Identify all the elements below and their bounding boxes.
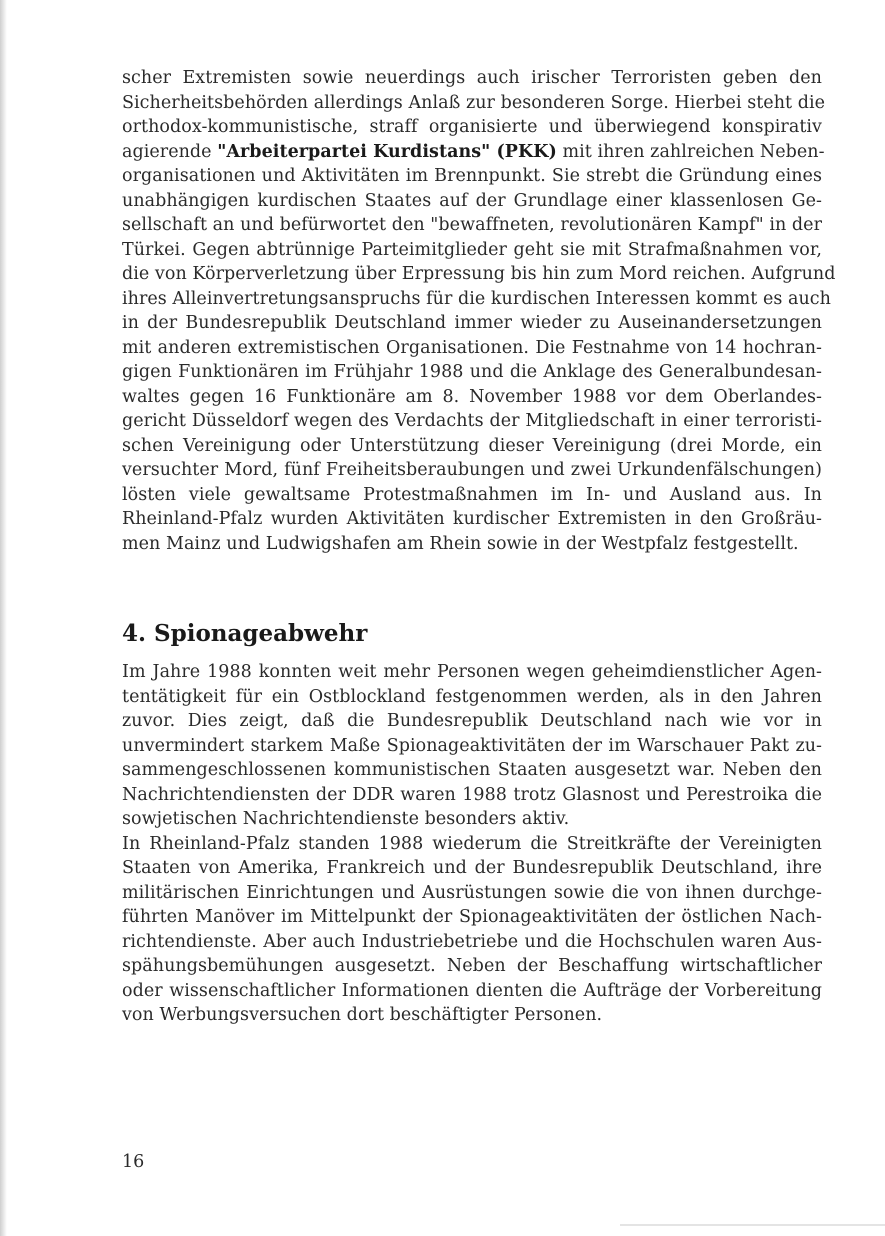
text-line: unvermindert starkem Maße Spionageaktivitäten der im Warschauer Pakt zu- bbox=[122, 735, 822, 756]
text-line: orthodox-kommunistische, straff organisierte und überwiegend konspirativ bbox=[122, 117, 822, 137]
text-line: In Rheinland-Pfalz standen 1988 wiederum die Streitkräfte der Vereinigten bbox=[122, 833, 822, 854]
text-line: sowjetischen Nachrichtendienste besonders aktiv. bbox=[122, 809, 570, 829]
emphasized-organization-name: "Arbeiterpartei Kurdistans" (PKK) bbox=[217, 141, 557, 162]
text-line: führten Manöver im Mittelpunkt der Spionageaktivitäten der östlichen Nach- bbox=[122, 907, 822, 927]
text-line: sellschaft an und befürwortet den "bewaffneten, revolutionären Kampf" in der bbox=[122, 215, 822, 235]
text-line: in der Bundesrepublik Deutschland immer wieder zu Auseinandersetzungen bbox=[122, 313, 822, 333]
text-line: Rheinland-Pfalz wurden Aktivitäten kurdischer Extremisten in den Großräu- bbox=[122, 509, 822, 529]
text-line: mit anderen extremistischen Organisationen. Die Festnahme von 14 hochran- bbox=[122, 337, 822, 358]
text-run: agierende bbox=[122, 141, 218, 162]
text-line: Im Jahre 1988 konnten weit mehr Personen wegen geheimdienstlicher Agen- bbox=[122, 662, 822, 682]
page-number: 16 bbox=[122, 1152, 145, 1172]
paragraph-counterintelligence bbox=[122, 660, 822, 1028]
text-line: richtendienste. Aber auch Industriebetriebe und die Hochschulen waren Aus- bbox=[122, 931, 822, 952]
text-line: Sicherheitsbehörden allerdings Anlaß zur besonderen Sorge. Hierbei steht die bbox=[122, 92, 826, 113]
text-line: gigen Funktionären im Frühjahr 1988 und die Anklage des Generalbundesan- bbox=[122, 362, 822, 382]
text-line: gericht Düsseldorf wegen des Verdachts der Mitgliedschaft in einer terroristi- bbox=[122, 411, 822, 431]
text-line: men Mainz und Ludwigshafen am Rhein sowie in der Westpfalz festgestellt. bbox=[122, 533, 799, 554]
text-line: schen Vereinigung oder Unterstützung dieser Vereinigung (drei Morde, ein bbox=[122, 435, 822, 456]
text-line: tentätigkeit für ein Ostblockland festgenommen werden, als in den Jahren bbox=[122, 686, 822, 707]
text-line: versuchter Mord, fünf Freiheitsberaubungen und zwei Urkundenfälschungen) bbox=[122, 460, 822, 480]
text-line: spähungsbemühungen ausgesetzt. Neben der Beschaffung wirtschaftlicher bbox=[122, 956, 822, 976]
text-line: sammengeschlossenen kommunistischen Staaten ausgesetzt war. Neben den bbox=[122, 760, 822, 780]
text-line: organisationen und Aktivitäten im Brennpunkt. Sie strebt die Gründung eines bbox=[122, 166, 822, 186]
section-number: 4. bbox=[122, 620, 147, 647]
text-line: militärischen Einrichtungen und Ausrüstungen sowie die von ihnen durchge- bbox=[122, 882, 822, 903]
text-line: zuvor. Dies zeigt, daß die Bundesrepublik Deutschland nach wie vor in bbox=[122, 711, 822, 731]
text-line: oder wissenschaftlicher Informationen dienten die Aufträge der Vorbereitung bbox=[122, 980, 822, 1001]
text-line-with-emphasis bbox=[122, 140, 825, 165]
text-line: Türkei. Gegen abtrünnige Parteimitglieder geht sie mit Strafmaßnahmen vor, bbox=[122, 239, 822, 260]
text-line: die von Körperverletzung über Erpressung bis hin zum Mord reichen. Aufgrund bbox=[122, 264, 836, 284]
scan-edge-line bbox=[620, 1224, 885, 1226]
text-line: Nachrichtendiensten der DDR waren 1988 trotz Glasnost und Perestroika die bbox=[122, 784, 822, 805]
text-line: unabhängigen kurdischen Staates auf der Grundlage einer klassenlosen Ge- bbox=[122, 190, 822, 211]
section-heading bbox=[122, 619, 367, 649]
section-title: Spionageabwehr bbox=[154, 620, 368, 647]
page-edge-shadow bbox=[0, 0, 7, 1236]
text-line: ihres Alleinvertretungsanspruchs für die kurdischen Interessen kommt es auch bbox=[122, 288, 831, 309]
text-line: scher Extremisten sowie neuerdings auch irischer Terroristen geben den bbox=[122, 68, 822, 88]
text-run: mit ihren zahlreichen Neben- bbox=[556, 141, 825, 162]
text-line: Staaten von Amerika, Frankreich und der Bundesrepublik Deutschland, ihre bbox=[122, 858, 822, 878]
text-line: von Werbungsversuchen dort beschäftigter Personen. bbox=[122, 1005, 603, 1025]
text-line: lösten viele gewaltsame Protestmaßnahmen im In- und Ausland aus. In bbox=[122, 484, 822, 505]
paragraph-extremism bbox=[122, 66, 836, 556]
text-line: waltes gegen 16 Funktionäre am 8. November 1988 vor dem Oberlandes- bbox=[122, 386, 822, 407]
